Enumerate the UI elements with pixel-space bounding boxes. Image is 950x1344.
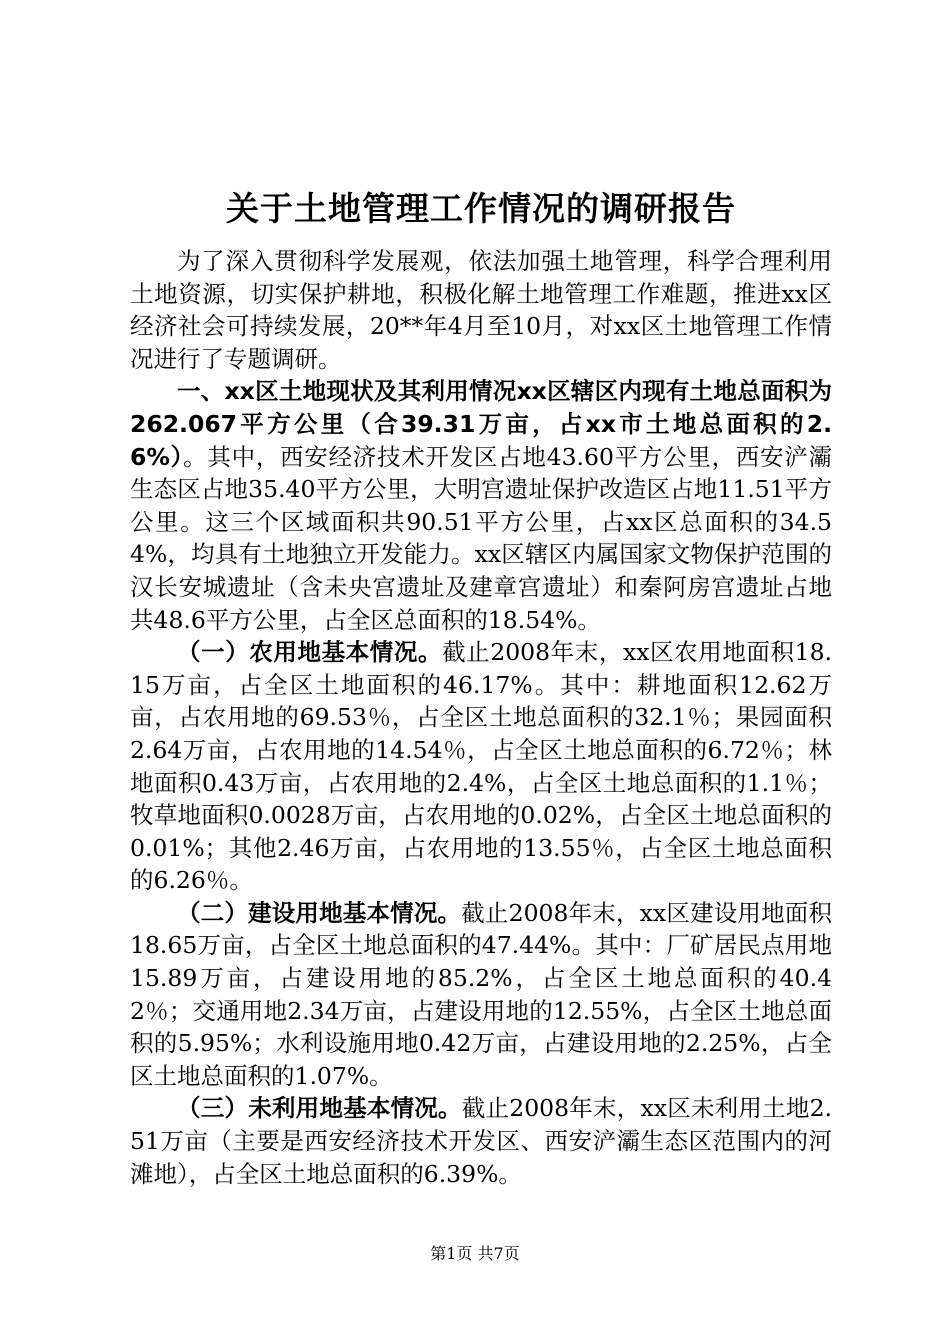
intro-text: 为了深入贯彻科学发展观，依法加强土地管理，科学合理利用土地资源，切实保护耕地，积极化解土地管理工作难题，推进xx区经济社会可持续发展，20**年4月至10月，对xx区土地管理工作情况进行了专题调研。: [130, 247, 832, 373]
subsection-1-paragraph: [130, 636, 832, 897]
subsection-1-heading: （一）农用地基本情况。: [177, 638, 443, 667]
subsection-2-paragraph: [130, 897, 832, 1093]
document-page: [130, 183, 832, 1190]
section-1-body: 。其中，西安经济技术开发区占地43.60平方公里，西安浐灞生态区占地35.40平方公里，大明宫遗址保护改造区占地11.51平方公里。这三个区域面积共90.51平方公里，占xx区总面积的34.54%，均具有土地独立开发能力。xx区辖区内属国家文物保护范围的汉长安城遗址（含未央宫遗址及建章宫遗址）和秦阿房宫遗址占地共48.6平方公里，占全区总面积的18.54%。: [130, 442, 832, 634]
section-1-heading: 一、xx区土地现状及其利用情况xx区辖区内现有土地总面积为262.067平方公里（合39.31万亩，占xx市土地总面积的2.6%）: [130, 377, 832, 471]
subsection-2-heading: （二）建设用地基本情况。: [177, 898, 462, 927]
subsection-2-body: 截止2008年末，xx区建设用地面积18.65万亩，占全区土地总面积的47.44%。其中：厂矿居民点用地15.89万亩，占建设用地的85.2%，占全区土地总面积的40.42％；交通用地2.34万亩，占建设用地的12.55%，占全区土地总面积的5.95%；水利设施用地0.42万亩，占建设用地的2.25%，占全区土地总面积的1.07%。: [130, 898, 832, 1090]
section-1-paragraph: [130, 375, 832, 636]
page-number-footer: 第1页 共7页: [430, 1244, 520, 1263]
document-title: 关于土地管理工作情况的调研报告: [226, 189, 736, 228]
subsection-3-paragraph: [130, 1092, 832, 1190]
subsection-1-body: 截止2008年末，xx区农用地面积18.15万亩，占全区土地面积的46.17%。其中：耕地面积12.62万亩，占农用地的69.53％，占全区土地总面积的32.1％；果园面积2.64万亩，占农用地的14.54％，占全区土地总面积的6.72％；林地面积0.43万亩，占农用地的2.4%，占全区土地总面积的1.1％；牧草地面积0.0028万亩，占农用地的0.02%，占全区土地总面积的0.01%；其他2.46万亩，占农用地的13.55％，占全区土地总面积的6.26％。: [130, 638, 832, 895]
subsection-3-heading: （三）未利用地基本情况。: [177, 1094, 462, 1123]
intro-paragraph: [130, 245, 832, 375]
subsection-3-body: 截止2008年末，xx区未利用土地2.51万亩（主要是西安经济技术开发区、西安浐灞生态区范围内的河滩地），占全区土地总面积的6.39%。: [130, 1094, 833, 1188]
